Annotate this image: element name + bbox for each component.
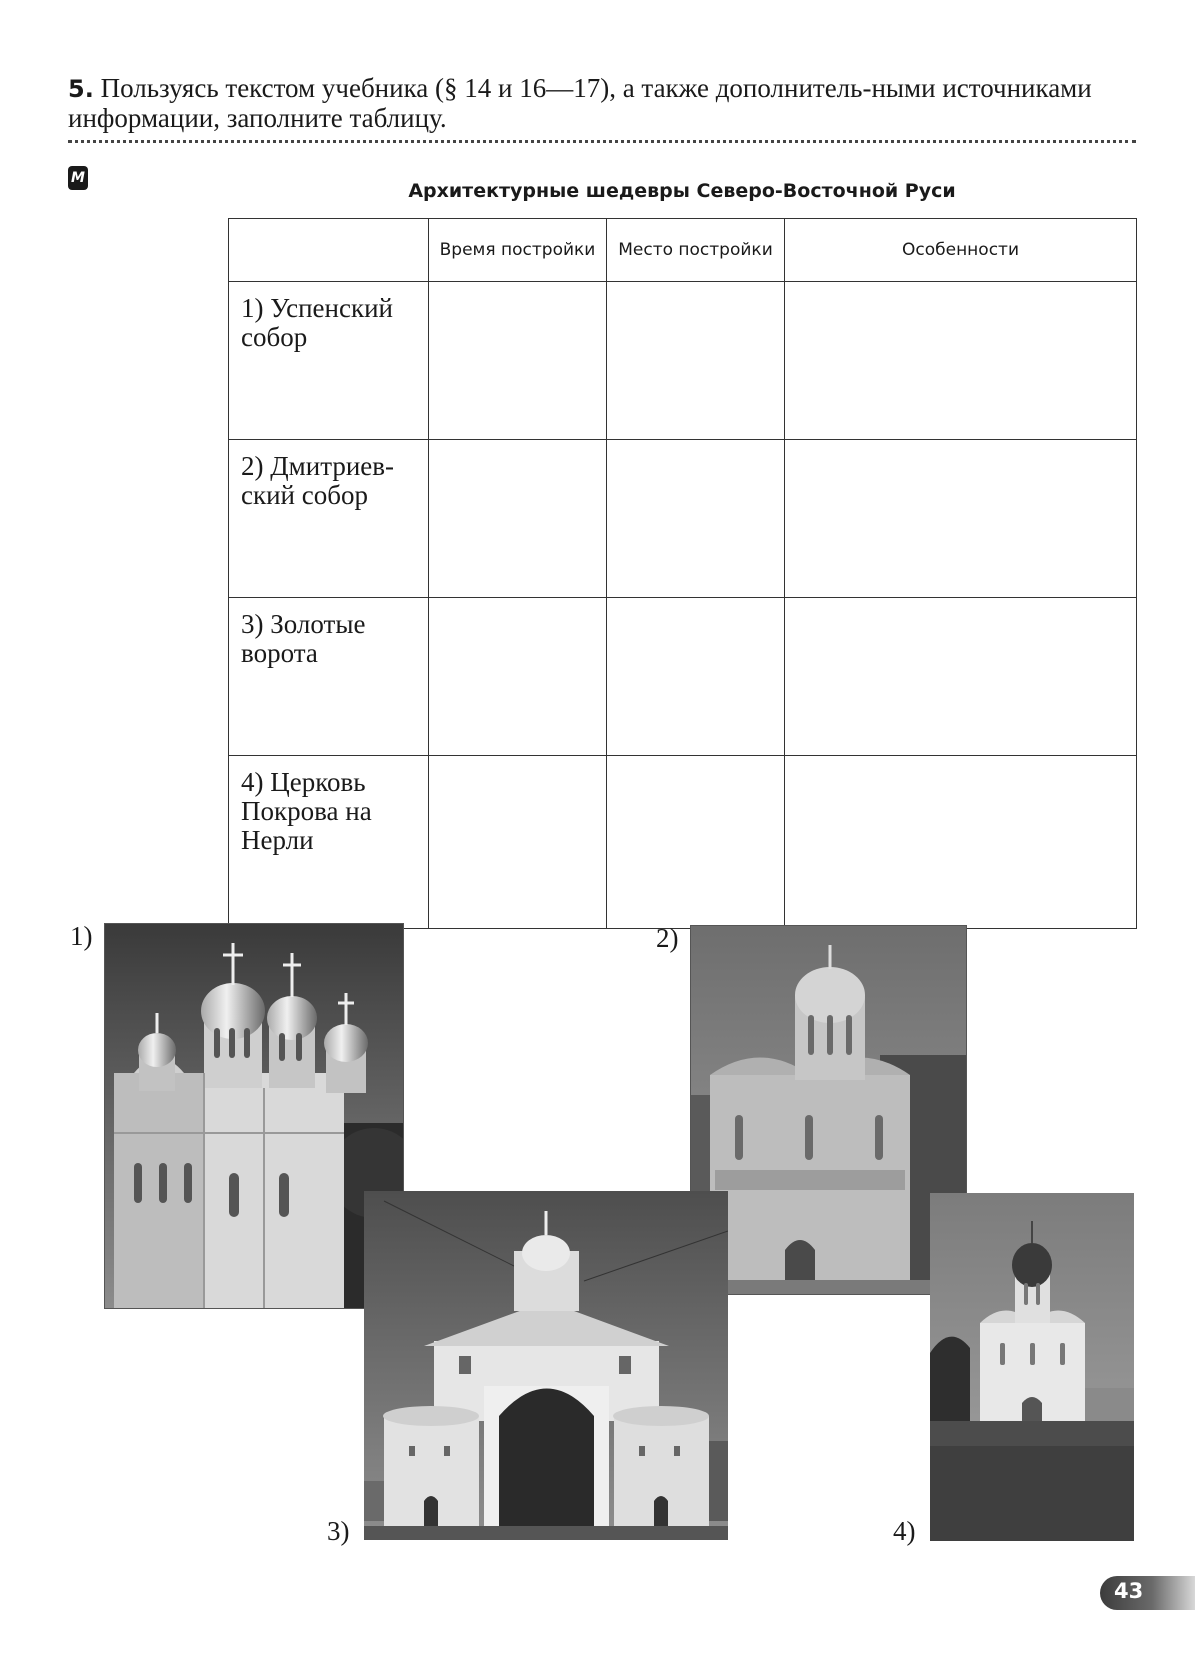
dotted-divider bbox=[68, 140, 1136, 143]
page-number-badge bbox=[1100, 1576, 1195, 1610]
cell-time[interactable] bbox=[429, 282, 607, 440]
task-instruction: Пользуясь текстом учебника (§ 14 и 16—17), а также дополнитель-ными источниками информации, заполните таблицу. bbox=[68, 73, 1092, 133]
table-row bbox=[229, 598, 1137, 756]
row-name: 4) Церковь Покрова на Нерли bbox=[229, 756, 429, 929]
row-name: 1) Успенский собор bbox=[229, 282, 429, 440]
cell-place[interactable] bbox=[607, 756, 785, 929]
cell-place[interactable] bbox=[607, 598, 785, 756]
photo-golden-gate bbox=[364, 1191, 728, 1540]
cell-time[interactable] bbox=[429, 598, 607, 756]
header-features: Особенности bbox=[785, 219, 1137, 282]
cell-place[interactable] bbox=[607, 440, 785, 598]
architecture-table bbox=[228, 218, 1137, 929]
cell-place[interactable] bbox=[607, 282, 785, 440]
row-name: 2) Дмитриев-ский собор bbox=[229, 440, 429, 598]
cell-features[interactable] bbox=[785, 440, 1137, 598]
photo-caption-3: 3) bbox=[327, 1516, 350, 1546]
cell-time[interactable] bbox=[429, 440, 607, 598]
photo-church-intercession-nerl bbox=[930, 1193, 1134, 1541]
task-text bbox=[68, 74, 1148, 133]
cell-features[interactable] bbox=[785, 598, 1137, 756]
cell-features[interactable] bbox=[785, 756, 1137, 929]
table-row bbox=[229, 440, 1137, 598]
row-name: 3) Золотые ворота bbox=[229, 598, 429, 756]
m-badge-icon: M bbox=[68, 166, 88, 190]
photo-dmitrievsky-cathedral bbox=[690, 925, 967, 1295]
header-place: Место постройки bbox=[607, 219, 785, 282]
header-time: Время постройки bbox=[429, 219, 607, 282]
page-number: 43 bbox=[1114, 1579, 1144, 1603]
photo-caption-2: 2) bbox=[656, 923, 679, 953]
photo-caption-4: 4) bbox=[893, 1516, 916, 1546]
cell-time[interactable] bbox=[429, 756, 607, 929]
photo-caption-1: 1) bbox=[70, 921, 93, 951]
table-row bbox=[229, 756, 1137, 929]
table-title: Архитектурные шедевры Северо-Восточной Руси bbox=[408, 180, 956, 202]
photo-assumption-cathedral bbox=[104, 923, 404, 1309]
cell-features[interactable] bbox=[785, 282, 1137, 440]
table-row bbox=[229, 282, 1137, 440]
task-number: 5. bbox=[68, 75, 94, 103]
header-empty bbox=[229, 219, 429, 282]
